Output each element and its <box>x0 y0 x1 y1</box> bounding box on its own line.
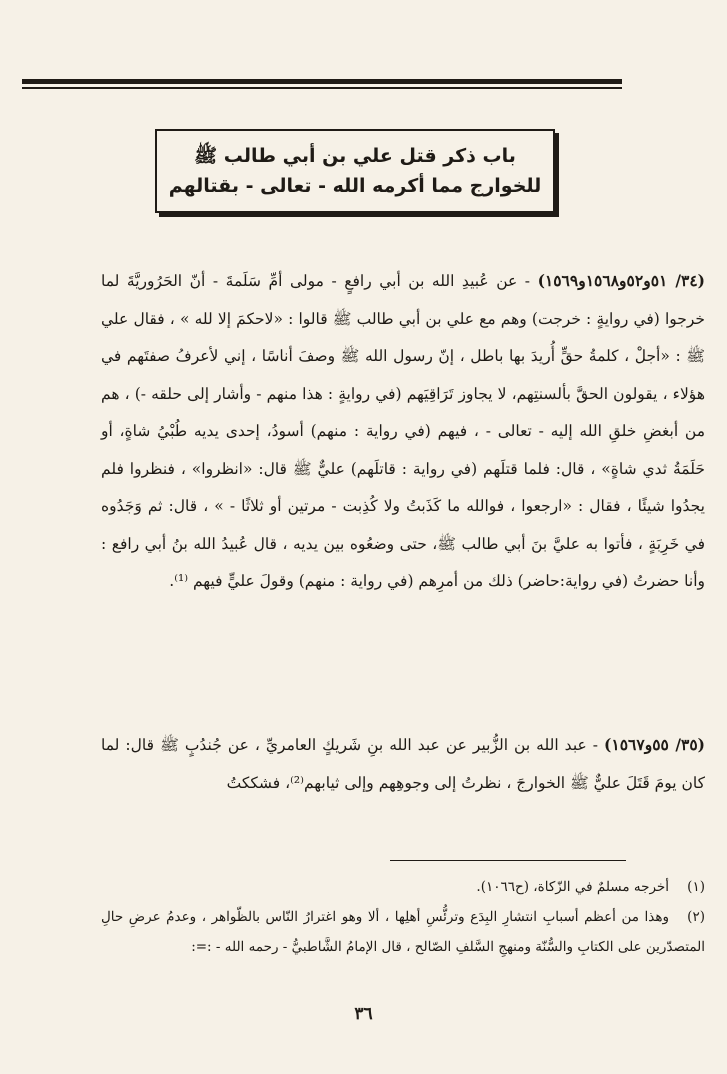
footnote-2 <box>101 902 705 962</box>
chapter-title-box <box>155 129 555 213</box>
footnote-text: أخرجه مسلمٌ في الزّكاة، (ح١٠٦٦). <box>476 879 669 895</box>
footnote-number: (١) <box>687 879 705 895</box>
hadith-paragraph-34 <box>101 262 705 601</box>
header-rule-thin <box>22 87 622 89</box>
hadith-text: - عن عُبيدِ الله بن أبي رافعٍ - مولى أمِّ سَلَمةَ - أنّ الحَرُوريَّةَ لما خرجوا (في روايةٍ : خرجت) وهم مع علي بن أبي طالب ﷺ قالوا : «لاحكمَ إلا لله » ، فقال علي ﷺ : «أجلْ ، كلمةُ حقٍّ أُريدَ بها باطل ، إنّ رسول الله ﷺ وصفَ أناسًا ، إني لأعرفُ صفتَهم في هؤلاء ، يقولون الحقَّ بألسنتِهم، لا يجاوز تَرَاقِيَهم (في روايةٍ : هذا منهم - وأشار إلى حلقه -) ، هم من أبغضِ خلقِ الله إليه - تعالى - ، فيهم (في رواية : منهم) أسودُ، إحدى يديه طُبْيُ شاةٍ، أو حَلَمَةُ ثدي شاةٍ» ، قال: فلما قتلَهم (في رواية : قاتلَهم) عليٌّ ﷺ قال: «انظروا» ، فنظروا فلم يجدُوا شيئًا ، فقال : «ارجعوا ، فوالله ما كَذَبتُ ولا كُذِبت - مرتين أو ثلاثًا - » ، قال: ثم وَجَدُوه في خَرِبَةٍ ، فأتوا به عليَّ بنَ أبي طالب ﷺ، حتى وضعُوه بين يديه ، قال عُبيدُ الله بنُ أبي رافع : وأنا حضرتُ (في رواية:حاضر) ذلك من أمرِهم (في رواية : منهم) وقولَ عليٍّ فيهم ⁽¹⁾. <box>101 272 705 590</box>
footnote-1 <box>101 872 705 902</box>
hadith-text: - عبد الله بن الزُّبير عن عبد الله بنِ شَريكٍ العامريِّ ، عن جُندُبٍ ﷺ قال: لما كان يومَ قَتَلَ عليٌّ ﷺ الخوارجَ ، نظرتُ إلى وجوهِهم وإلى ثيابهم⁽²⁾، فشككتُ <box>101 736 705 792</box>
header-rule-thick <box>22 79 622 84</box>
footnote-text: وهذا من أعظم أسبابِ انتشارِ البِدَع وترئُّسِ أهلِها ، ألا وهو اغترارُ النّاس بالظّواهر ، وعدمُ عرضِ حالِ المتصدّرين على الكتابِ والسُّنّة ومنهجِ السَّلفِ الصّالح ، قال الإمامُ الشَّاطبيُّ - رحمه الله - :=: <box>101 909 705 955</box>
chapter-title-line1: باب ذكر قتل علي بن أبي طالب ﷺ <box>194 145 516 167</box>
hadith-paragraph-35 <box>101 726 705 802</box>
footnote-separator <box>390 860 626 861</box>
hadith-reference: (٣٤/ ٥١و٥٢و١٥٦٨و١٥٦٩) <box>537 271 706 290</box>
page-number: ٣٦ <box>354 1004 373 1024</box>
footnotes <box>101 872 705 962</box>
footnote-number: (٢) <box>687 909 705 925</box>
chapter-title-line2: للخوارج مما أكرمه الله - تعالى - بقتالهم <box>168 175 542 197</box>
hadith-reference: (٣٥/ ٥٥و١٥٦٧) <box>604 735 705 754</box>
